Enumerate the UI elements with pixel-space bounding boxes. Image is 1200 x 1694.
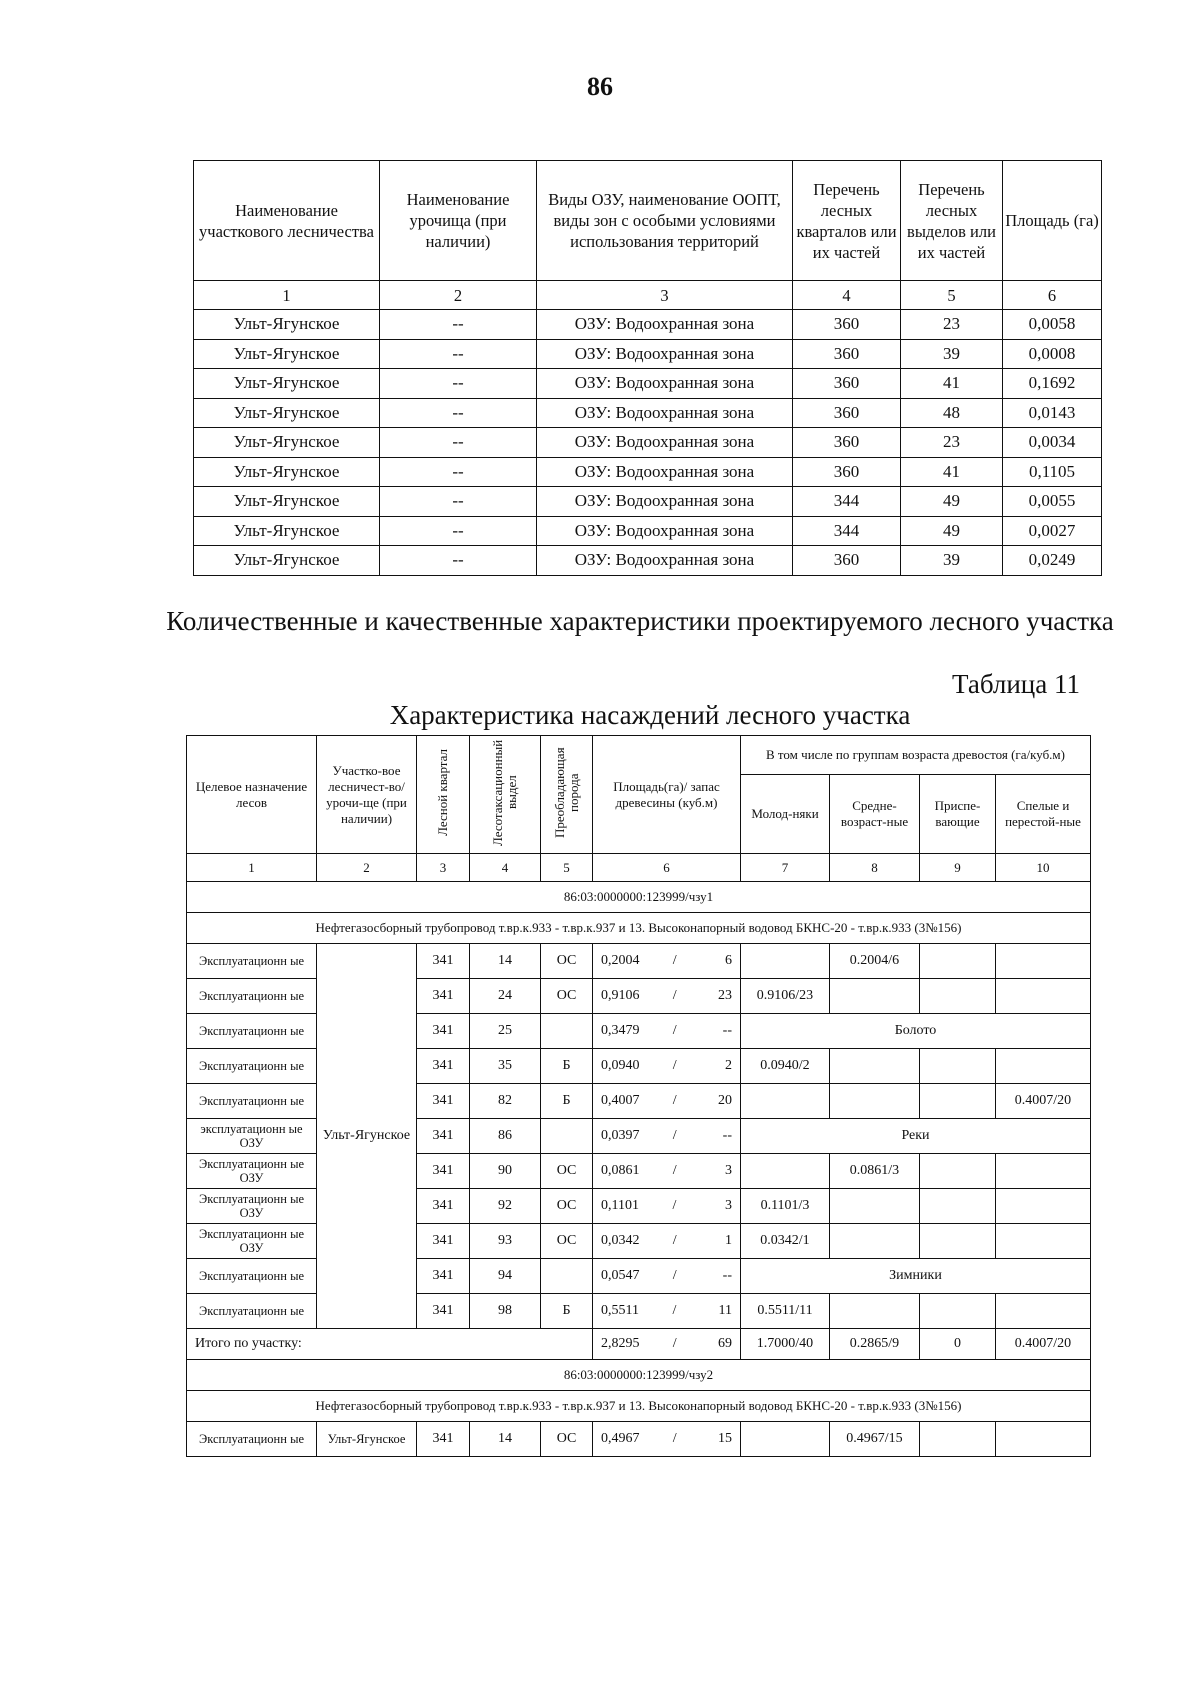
middle-aged-cell <box>830 979 920 1014</box>
quarter-cell: 341 <box>417 979 470 1014</box>
header-area: Площадь (га) <box>1003 161 1102 281</box>
quarter-cell: 341 <box>417 1049 470 1084</box>
stock-value: 23 <box>717 988 732 1003</box>
table-row <box>194 516 1102 546</box>
table-row <box>194 339 1102 369</box>
separator: / <box>672 1268 677 1283</box>
maturing-cell <box>920 1084 996 1119</box>
allotment-cell: 48 <box>901 398 1003 428</box>
species-cell <box>541 1014 593 1049</box>
table-row <box>194 487 1102 517</box>
area-cell: 0,1692 <box>1003 369 1102 399</box>
allotment-cell: 25 <box>470 1014 541 1049</box>
total-area-stock <box>593 1329 741 1360</box>
header-age-groups: В том числе по группам возраста древостоя (га/куб.м) <box>741 736 1091 775</box>
stock-value: 3 <box>724 1163 732 1178</box>
mature-cell <box>996 979 1091 1014</box>
species-cell: ОС <box>541 1224 593 1259</box>
quarter-cell: 360 <box>793 369 901 399</box>
column-number: 1 <box>194 281 380 310</box>
area-value: 0,5511 <box>601 1303 639 1318</box>
stock-value: 2 <box>724 1058 732 1073</box>
stock-value: 20 <box>717 1093 732 1108</box>
area-value: 0,2004 <box>601 953 640 968</box>
object-name: Нефтегазосборный трубопровод т.вр.к.933 - т.вр.к.937 и 13. Высоконапорный водовод БКНС-20 - т.вр.к.933 (3№156) <box>187 913 1091 944</box>
young-cell <box>741 1422 830 1457</box>
separator: / <box>672 1058 677 1073</box>
table-caption: Характеристика насаждений лесного участка <box>389 700 911 730</box>
young-cell: 0.1101/3 <box>741 1189 830 1224</box>
forestry-cell: Ульт-Ягунское <box>194 398 380 428</box>
stock-value: 3 <box>725 1198 732 1213</box>
maturing-cell <box>920 1422 996 1457</box>
area-value: 0,1101 <box>601 1198 639 1213</box>
zone-type-cell: ОЗУ: Водоохранная зона <box>537 428 793 458</box>
purpose-cell: эксплуатационн ые ОЗУ <box>187 1119 317 1154</box>
maturing-cell <box>920 1294 996 1329</box>
young-cell: 0.0342/1 <box>741 1224 830 1259</box>
area-cell: 0,0034 <box>1003 428 1102 458</box>
stock-value: -- <box>722 1023 732 1038</box>
allotment-cell: 49 <box>901 516 1003 546</box>
area-cell: 0,0027 <box>1003 516 1102 546</box>
area-stock-cell <box>593 1084 741 1119</box>
separator: / <box>672 988 677 1003</box>
allotment-cell: 35 <box>470 1049 541 1084</box>
total-stock: 69 <box>717 1336 732 1351</box>
column-number: 5 <box>901 281 1003 310</box>
header-forestry: Участко-вое лесничест-во/урочи-ще (при наличии) <box>317 736 417 854</box>
table-row <box>194 546 1102 576</box>
zone-type-cell: ОЗУ: Водоохранная зона <box>537 487 793 517</box>
forestry-cell: Ульт-Ягунское <box>194 516 380 546</box>
zone-type-cell: ОЗУ: Водоохранная зона <box>537 457 793 487</box>
separator: / <box>672 1128 677 1143</box>
quarter-cell: 360 <box>793 428 901 458</box>
header-tract: Наименование урочища (при наличии) <box>380 161 537 281</box>
middle-aged-cell <box>830 1224 920 1259</box>
zone-type-cell: ОЗУ: Водоохранная зона <box>537 339 793 369</box>
middle-aged-cell: 0.0861/3 <box>830 1154 920 1189</box>
maturing-cell <box>920 979 996 1014</box>
quarter-cell: 341 <box>417 1422 470 1457</box>
young-cell <box>741 944 830 979</box>
young-cell: 0.9106/23 <box>741 979 830 1014</box>
quarter-cell: 341 <box>417 944 470 979</box>
quarter-cell: 360 <box>793 339 901 369</box>
column-number: 4 <box>793 281 901 310</box>
tract-cell: -- <box>380 398 537 428</box>
purpose-cell: Эксплуатационн ые ОЗУ <box>187 1189 317 1224</box>
cadastre-number: 86:03:0000000:123999/чзу1 <box>187 882 1091 913</box>
area-stock-cell <box>593 1422 741 1457</box>
separator: / <box>672 1431 677 1446</box>
area-stock-cell <box>593 1259 741 1294</box>
area-value: 0,4007 <box>601 1093 640 1108</box>
allotment-cell: 82 <box>470 1084 541 1119</box>
land-category-note: Зимники <box>741 1259 1091 1294</box>
species-cell: Б <box>541 1049 593 1084</box>
separator: / <box>672 1336 677 1351</box>
purpose-cell: Эксплуатационн ые <box>187 979 317 1014</box>
header-quarter: Лесной квартал <box>417 736 470 854</box>
forestry-cell: Ульт-Ягунское <box>194 546 380 576</box>
total-area: 2,8295 <box>601 1336 640 1351</box>
allotment-cell: 94 <box>470 1259 541 1294</box>
table-row <box>187 944 1091 979</box>
separator: / <box>672 1233 677 1248</box>
allotment-cell: 14 <box>470 944 541 979</box>
area-stock-cell <box>593 1014 741 1049</box>
tract-cell: -- <box>380 516 537 546</box>
middle-aged-cell: 0.4967/15 <box>830 1422 920 1457</box>
zone-type-cell: ОЗУ: Водоохранная зона <box>537 369 793 399</box>
area-stock-cell <box>593 1294 741 1329</box>
header-young: Молод-няки <box>741 775 830 854</box>
separator: / <box>672 1093 677 1108</box>
mature-cell <box>996 1189 1091 1224</box>
table-row <box>194 310 1102 340</box>
species-cell: ОС <box>541 979 593 1014</box>
area-stock-cell <box>593 1154 741 1189</box>
allotment-cell: 24 <box>470 979 541 1014</box>
purpose-cell: Эксплуатационн ые <box>187 1422 317 1457</box>
tract-cell: -- <box>380 428 537 458</box>
young-cell <box>741 1084 830 1119</box>
table-row <box>194 457 1102 487</box>
allotment-cell: 93 <box>470 1224 541 1259</box>
total-label: Итого по участку: <box>187 1329 593 1360</box>
area-value: 0,4967 <box>601 1431 640 1446</box>
maturing-cell <box>920 1189 996 1224</box>
page-number: 86 <box>587 72 613 101</box>
quarter-cell: 341 <box>417 1084 470 1119</box>
object-name: Нефтегазосборный трубопровод т.вр.к.933 - т.вр.к.937 и 13. Высоконапорный водовод БКНС-20 - т.вр.к.933 (3№156) <box>187 1391 1091 1422</box>
allotment-cell: 49 <box>901 487 1003 517</box>
column-number: 7 <box>741 854 830 882</box>
table-row <box>194 369 1102 399</box>
area-stock-cell <box>593 944 741 979</box>
mature-cell <box>996 1294 1091 1329</box>
young-cell: 0.5511/11 <box>741 1294 830 1329</box>
column-number: 3 <box>537 281 793 310</box>
purpose-cell: Эксплуатационн ые <box>187 1014 317 1049</box>
header-area-stock: Площадь(га)/ запас древесины (куб.м) <box>593 736 741 854</box>
header-forestry: Наименование участкового лесничества <box>194 161 380 281</box>
area-value: 0,0861 <box>601 1163 640 1178</box>
purpose-cell: Эксплуатационн ые ОЗУ <box>187 1224 317 1259</box>
separator: / <box>672 1303 677 1318</box>
maturing-cell <box>920 1224 996 1259</box>
quarter-cell: 341 <box>417 1014 470 1049</box>
area-cell: 0,0143 <box>1003 398 1102 428</box>
area-stock-cell <box>593 1189 741 1224</box>
column-number: 2 <box>317 854 417 882</box>
allotment-cell: 98 <box>470 1294 541 1329</box>
allotment-cell: 41 <box>901 369 1003 399</box>
mature-cell <box>996 1224 1091 1259</box>
area-cell: 0,0249 <box>1003 546 1102 576</box>
quarter-cell: 344 <box>793 487 901 517</box>
column-number: 6 <box>593 854 741 882</box>
maturing-cell <box>920 1049 996 1084</box>
area-cell: 0,0058 <box>1003 310 1102 340</box>
cadastre-row <box>187 882 1091 913</box>
zone-type-cell: ОЗУ: Водоохранная зона <box>537 516 793 546</box>
column-number: 4 <box>470 854 541 882</box>
column-number: 9 <box>920 854 996 882</box>
maturing-cell <box>920 1154 996 1189</box>
quarter-cell: 344 <box>793 516 901 546</box>
tract-cell: -- <box>380 487 537 517</box>
column-numbers-row <box>194 281 1102 310</box>
column-number: 5 <box>541 854 593 882</box>
header-allotment: Лесотаксационный выдел <box>470 736 541 854</box>
table-row <box>187 1422 1091 1457</box>
area-value: 0,0547 <box>601 1268 640 1283</box>
area-value: 0,0940 <box>601 1058 640 1073</box>
forestry-cell: Ульт-Ягунское <box>194 339 380 369</box>
zone-type-cell: ОЗУ: Водоохранная зона <box>537 310 793 340</box>
maturing-cell <box>920 944 996 979</box>
column-numbers-row <box>187 854 1091 882</box>
zone-type-cell: ОЗУ: Водоохранная зона <box>537 546 793 576</box>
purpose-cell: Эксплуатационн ые <box>187 944 317 979</box>
stands-table <box>186 735 1091 1457</box>
allotment-cell: 86 <box>470 1119 541 1154</box>
header-species: Преобладающая порода <box>541 736 593 854</box>
species-cell: ОС <box>541 1154 593 1189</box>
area-cell: 0,1105 <box>1003 457 1102 487</box>
middle-aged-cell: 0.2004/6 <box>830 944 920 979</box>
quarter-cell: 341 <box>417 1189 470 1224</box>
total-row <box>187 1329 1091 1360</box>
purpose-cell: Эксплуатационн ые ОЗУ <box>187 1154 317 1189</box>
header-purpose: Целевое назначение лесов <box>187 736 317 854</box>
area-cell: 0,0055 <box>1003 487 1102 517</box>
young-cell: 0.0940/2 <box>741 1049 830 1084</box>
tract-cell: -- <box>380 369 537 399</box>
column-number: 2 <box>380 281 537 310</box>
quarter-cell: 341 <box>417 1294 470 1329</box>
species-cell: Б <box>541 1084 593 1119</box>
quarter-cell: 341 <box>417 1259 470 1294</box>
species-cell <box>541 1119 593 1154</box>
forestry-cell: Ульт-Ягунское <box>194 487 380 517</box>
area-stock-cell <box>593 1224 741 1259</box>
allotment-cell: 90 <box>470 1154 541 1189</box>
mature-cell <box>996 1422 1091 1457</box>
purpose-cell: Эксплуатационн ые <box>187 1049 317 1084</box>
header-zone-types: Виды ОЗУ, наименование ООПТ, виды зон с особыми условиями использования территорий <box>537 161 793 281</box>
species-cell: ОС <box>541 1189 593 1224</box>
separator: / <box>672 1023 677 1038</box>
header-quarters: Перечень лесных кварталов или их частей <box>793 161 901 281</box>
column-number: 3 <box>417 854 470 882</box>
area-stock-cell <box>593 979 741 1014</box>
column-number: 1 <box>187 854 317 882</box>
total-middle-aged: 0.2865/9 <box>830 1329 920 1360</box>
object-row <box>187 913 1091 944</box>
land-category-note: Болото <box>741 1014 1091 1049</box>
header-allotments: Перечень лесных выделов или их частей <box>901 161 1003 281</box>
allotment-cell: 39 <box>901 339 1003 369</box>
area-value: 0,3479 <box>601 1023 640 1038</box>
area-stock-cell <box>593 1049 741 1084</box>
quarter-cell: 360 <box>793 398 901 428</box>
header-maturing: Приспе-вающие <box>920 775 996 854</box>
area-value: 0,0397 <box>601 1128 640 1143</box>
forestry-cell: Ульт-Ягунское <box>194 428 380 458</box>
zone-type-cell: ОЗУ: Водоохранная зона <box>537 398 793 428</box>
allotment-cell: 39 <box>901 546 1003 576</box>
area-cell: 0,0008 <box>1003 339 1102 369</box>
quarter-cell: 341 <box>417 1224 470 1259</box>
stock-value: 15 <box>717 1431 732 1446</box>
forestry-cell: Ульт-Ягунское <box>317 944 417 1329</box>
quarter-cell: 360 <box>793 546 901 576</box>
stock-value: 6 <box>724 953 732 968</box>
table-label: Таблица 11 <box>952 669 1080 699</box>
area-value: 0,9106 <box>601 988 640 1003</box>
allotment-cell: 14 <box>470 1422 541 1457</box>
column-number: 10 <box>996 854 1091 882</box>
allotment-cell: 92 <box>470 1189 541 1224</box>
mature-cell <box>996 944 1091 979</box>
zones-table <box>193 160 1102 576</box>
quarter-cell: 341 <box>417 1119 470 1154</box>
section-title: Количественные и качественные характеристики проектируемого лесного участка <box>166 606 1114 636</box>
species-cell: Б <box>541 1294 593 1329</box>
allotment-cell: 41 <box>901 457 1003 487</box>
separator: / <box>672 1198 677 1213</box>
species-cell <box>541 1259 593 1294</box>
total-maturing: 0 <box>920 1329 996 1360</box>
mature-cell: 0.4007/20 <box>996 1084 1091 1119</box>
quarter-cell: 360 <box>793 457 901 487</box>
column-number: 8 <box>830 854 920 882</box>
header-mature: Спелые и перестой-ные <box>996 775 1091 854</box>
middle-aged-cell <box>830 1049 920 1084</box>
forestry-cell: Ульт-Ягунское <box>194 310 380 340</box>
mature-cell <box>996 1049 1091 1084</box>
young-cell <box>741 1154 830 1189</box>
total-young: 1.7000/40 <box>741 1329 830 1360</box>
separator: / <box>672 953 677 968</box>
stock-value: -- <box>722 1268 732 1283</box>
separator: / <box>672 1163 677 1178</box>
quarter-cell: 360 <box>793 310 901 340</box>
species-cell: ОС <box>541 944 593 979</box>
purpose-cell: Эксплуатационн ые <box>187 1259 317 1294</box>
stock-value: 1 <box>724 1233 732 1248</box>
total-mature: 0.4007/20 <box>996 1329 1091 1360</box>
object-row <box>187 1391 1091 1422</box>
area-stock-cell <box>593 1119 741 1154</box>
quarter-cell: 341 <box>417 1154 470 1189</box>
mature-cell <box>996 1154 1091 1189</box>
tract-cell: -- <box>380 310 537 340</box>
table-row <box>194 398 1102 428</box>
stock-value: 11 <box>718 1303 732 1318</box>
cadastre-number: 86:03:0000000:123999/чзу2 <box>187 1360 1091 1391</box>
forestry-cell: Ульт-Ягунское <box>194 457 380 487</box>
forestry-cell: Ульт-Ягунское <box>194 369 380 399</box>
purpose-cell: Эксплуатационн ые <box>187 1294 317 1329</box>
table-row <box>194 428 1102 458</box>
middle-aged-cell <box>830 1084 920 1119</box>
cadastre-row <box>187 1360 1091 1391</box>
header-middle-aged: Средне-возраст-ные <box>830 775 920 854</box>
area-value: 0,0342 <box>601 1233 640 1248</box>
middle-aged-cell <box>830 1294 920 1329</box>
tract-cell: -- <box>380 546 537 576</box>
allotment-cell: 23 <box>901 310 1003 340</box>
forestry-cell: Ульт-Ягунское <box>317 1422 417 1457</box>
stock-value: -- <box>722 1128 732 1143</box>
column-number: 6 <box>1003 281 1102 310</box>
land-category-note: Реки <box>741 1119 1091 1154</box>
tract-cell: -- <box>380 339 537 369</box>
middle-aged-cell <box>830 1189 920 1224</box>
allotment-cell: 23 <box>901 428 1003 458</box>
species-cell: ОС <box>541 1422 593 1457</box>
purpose-cell: Эксплуатационн ые <box>187 1084 317 1119</box>
tract-cell: -- <box>380 457 537 487</box>
